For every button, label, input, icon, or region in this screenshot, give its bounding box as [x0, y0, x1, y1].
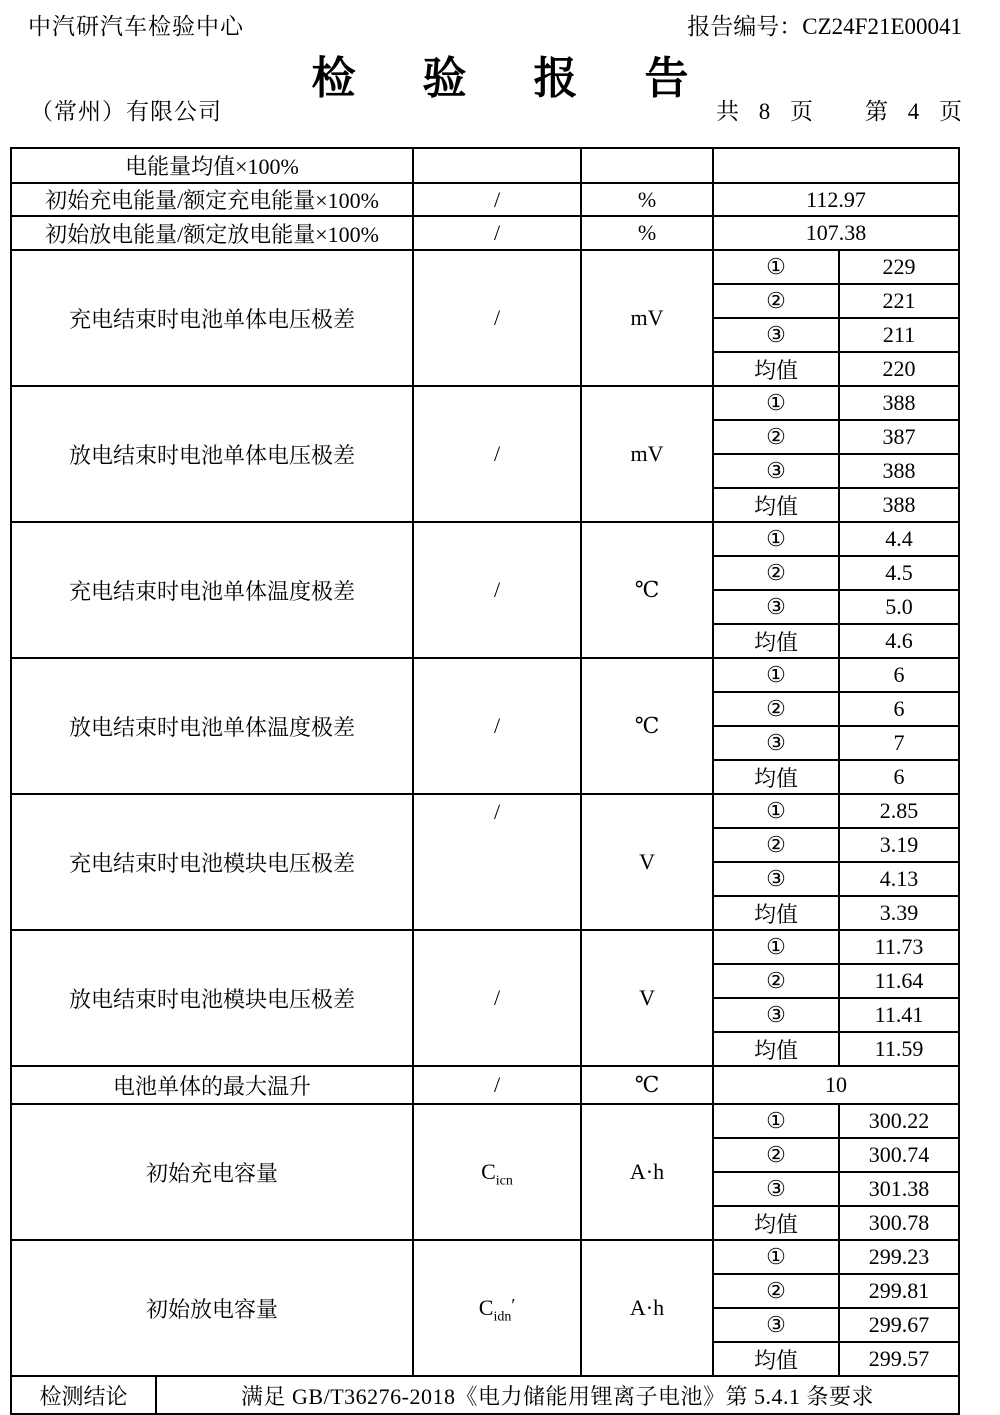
- symbol-subscript: idn: [493, 1309, 512, 1325]
- sub-value-cell: 3.19: [839, 828, 959, 862]
- table-row: [11, 148, 959, 183]
- sub-label-cell: ①: [713, 250, 839, 284]
- sub-value-cell: 4.4: [839, 522, 959, 556]
- sub-label-cell: ②: [713, 556, 839, 590]
- sub-value-cell: 6: [839, 658, 959, 692]
- sub-label-cell: ③: [713, 590, 839, 624]
- sub-label-cell: 均值: [713, 624, 839, 658]
- sub-label-cell: ①: [713, 1104, 839, 1138]
- sub-label-cell: ③: [713, 726, 839, 760]
- table-row: [11, 794, 959, 828]
- sub-label-cell: 均值: [713, 1342, 839, 1376]
- sub-label-cell: ①: [713, 386, 839, 420]
- sub-value-cell: 299.23: [839, 1240, 959, 1274]
- sub-label-cell: ②: [713, 1274, 839, 1308]
- unit-cell: %: [581, 183, 713, 216]
- symbol-cell: /: [413, 930, 581, 1066]
- symbol-subscript: icn: [495, 1173, 513, 1189]
- sub-value-cell: 221: [839, 284, 959, 318]
- sub-label-cell: ②: [713, 828, 839, 862]
- sub-value-cell: 229: [839, 250, 959, 284]
- sub-value-cell: 11.73: [839, 930, 959, 964]
- sub-value-cell: 3.39: [839, 896, 959, 930]
- symbol-base: C: [481, 1159, 496, 1184]
- sub-label-cell: 均值: [713, 760, 839, 794]
- sub-label-cell: 均值: [713, 1032, 839, 1066]
- param-cell: 初始放电容量: [11, 1240, 413, 1376]
- value-cell: 107.38: [713, 216, 959, 250]
- param-cell: 初始充电容量: [11, 1104, 413, 1240]
- symbol-cell: /: [413, 183, 581, 216]
- sub-value-cell: 11.64: [839, 964, 959, 998]
- sub-value-cell: 299.57: [839, 1342, 959, 1376]
- symbol-suffix: ′: [511, 1295, 516, 1315]
- symbol-cell: /: [413, 386, 581, 522]
- symbol-cell: /: [413, 216, 581, 250]
- table-row: [11, 1104, 959, 1138]
- sub-value-cell: 11.41: [839, 998, 959, 1032]
- param-cell: 电池单体的最大温升: [11, 1066, 413, 1104]
- table-row: [11, 386, 959, 420]
- sub-label-cell: ③: [713, 862, 839, 896]
- sub-label-cell: ③: [713, 454, 839, 488]
- sub-label-cell: ③: [713, 1172, 839, 1206]
- sub-label-cell: ②: [713, 692, 839, 726]
- report-number: 报告编号：CZ24F21E00041: [687, 14, 962, 39]
- page-current: 第 4 页: [865, 99, 962, 124]
- sub-label-cell: 均值: [713, 352, 839, 386]
- unit-cell: mV: [581, 386, 713, 522]
- sub-value-cell: 4.13: [839, 862, 959, 896]
- sub-label-cell: ①: [713, 794, 839, 828]
- test-results-table: [10, 147, 960, 1415]
- sub-value-cell: 6: [839, 760, 959, 794]
- unit-cell: ℃: [581, 522, 713, 658]
- unit-cell: A·h: [581, 1240, 713, 1376]
- sub-value-cell: 299.81: [839, 1274, 959, 1308]
- sub-label-cell: ②: [713, 420, 839, 454]
- sub-value-cell: 6: [839, 692, 959, 726]
- sub-value-cell: 388: [839, 488, 959, 522]
- sub-value-cell: 2.85: [839, 794, 959, 828]
- unit-cell: A·h: [581, 1104, 713, 1240]
- param-cell: 初始充电能量/额定充电能量×100%: [11, 183, 413, 216]
- table-row: [11, 216, 959, 250]
- symbol-cell: /: [413, 1066, 581, 1104]
- symbol-cell: [413, 1104, 581, 1240]
- sub-label-cell: ③: [713, 318, 839, 352]
- sub-label-cell: ②: [713, 284, 839, 318]
- page-total: 共 8 页: [716, 99, 813, 124]
- sub-value-cell: 388: [839, 454, 959, 488]
- table-row: [11, 183, 959, 216]
- symbol-cell: [413, 148, 581, 183]
- sub-value-cell: 388: [839, 386, 959, 420]
- unit-cell: mV: [581, 250, 713, 386]
- sub-value-cell: 387: [839, 420, 959, 454]
- unit-cell: [581, 148, 713, 183]
- conclusion-text-cell: 满足 GB/T36276-2018《电力储能用锂离子电池》第 5.4.1 条要求: [156, 1376, 959, 1414]
- symbol-base: C: [478, 1295, 494, 1320]
- sub-value-cell: 300.74: [839, 1138, 959, 1172]
- unit-cell: ℃: [581, 1066, 713, 1104]
- value-cell: 112.97: [713, 183, 959, 216]
- param-cell: 电能量均值×100%: [11, 148, 413, 183]
- unit-cell: ℃: [581, 658, 713, 794]
- pagination: [716, 93, 962, 126]
- table-row: [11, 1066, 959, 1104]
- sub-value-cell: 301.38: [839, 1172, 959, 1206]
- sub-value-cell: 220: [839, 352, 959, 386]
- symbol-cell: /: [413, 250, 581, 386]
- sub-value-cell: 4.5: [839, 556, 959, 590]
- table-row: [11, 658, 959, 692]
- sub-value-cell: 211: [839, 318, 959, 352]
- symbol-cell: /: [413, 522, 581, 658]
- param-cell: 初始放电能量/额定放电能量×100%: [11, 216, 413, 250]
- table-row: [11, 250, 959, 284]
- value-cell: [713, 148, 959, 183]
- sub-label-cell: 均值: [713, 1206, 839, 1240]
- param-cell: 放电结束时电池单体电压极差: [11, 386, 413, 522]
- param-cell: 充电结束时电池单体电压极差: [11, 250, 413, 386]
- sub-value-cell: 300.22: [839, 1104, 959, 1138]
- page-title: 检 验 报 告: [311, 54, 717, 103]
- symbol-cell: /: [413, 794, 581, 930]
- param-cell: 放电结束时电池单体温度极差: [11, 658, 413, 794]
- symbol-cell: /: [413, 658, 581, 794]
- table-row: [11, 1376, 959, 1414]
- sub-label-cell: ①: [713, 1240, 839, 1274]
- table-row: [11, 930, 959, 964]
- sub-value-cell: 300.78: [839, 1206, 959, 1240]
- sub-label-cell: ①: [713, 658, 839, 692]
- sub-label-cell: ①: [713, 522, 839, 556]
- conclusion-label-cell: 检测结论: [11, 1376, 156, 1414]
- table-row: [11, 1240, 959, 1274]
- table-row: [11, 522, 959, 556]
- sub-label-cell: ①: [713, 930, 839, 964]
- sub-value-cell: 299.67: [839, 1308, 959, 1342]
- sub-label-cell: ②: [713, 964, 839, 998]
- sub-label-cell: ③: [713, 998, 839, 1032]
- sub-label-cell: 均值: [713, 896, 839, 930]
- sub-value-cell: 4.6: [839, 624, 959, 658]
- org-name-top: 中汽研汽车检验中心: [28, 14, 244, 39]
- param-cell: 放电结束时电池模块电压极差: [11, 930, 413, 1066]
- sub-label-cell: ③: [713, 1308, 839, 1342]
- param-cell: 充电结束时电池单体温度极差: [11, 522, 413, 658]
- sub-value-cell: 11.59: [839, 1032, 959, 1066]
- unit-cell: V: [581, 794, 713, 930]
- sub-label-cell: 均值: [713, 488, 839, 522]
- org-name-bottom: （常州）有限公司: [30, 99, 222, 124]
- value-cell: 10: [713, 1066, 959, 1104]
- unit-cell: %: [581, 216, 713, 250]
- sub-value-cell: 5.0: [839, 590, 959, 624]
- sub-value-cell: 7: [839, 726, 959, 760]
- param-cell: 充电结束时电池模块电压极差: [11, 794, 413, 930]
- unit-cell: V: [581, 930, 713, 1066]
- symbol-cell: [413, 1240, 581, 1376]
- sub-label-cell: ②: [713, 1138, 839, 1172]
